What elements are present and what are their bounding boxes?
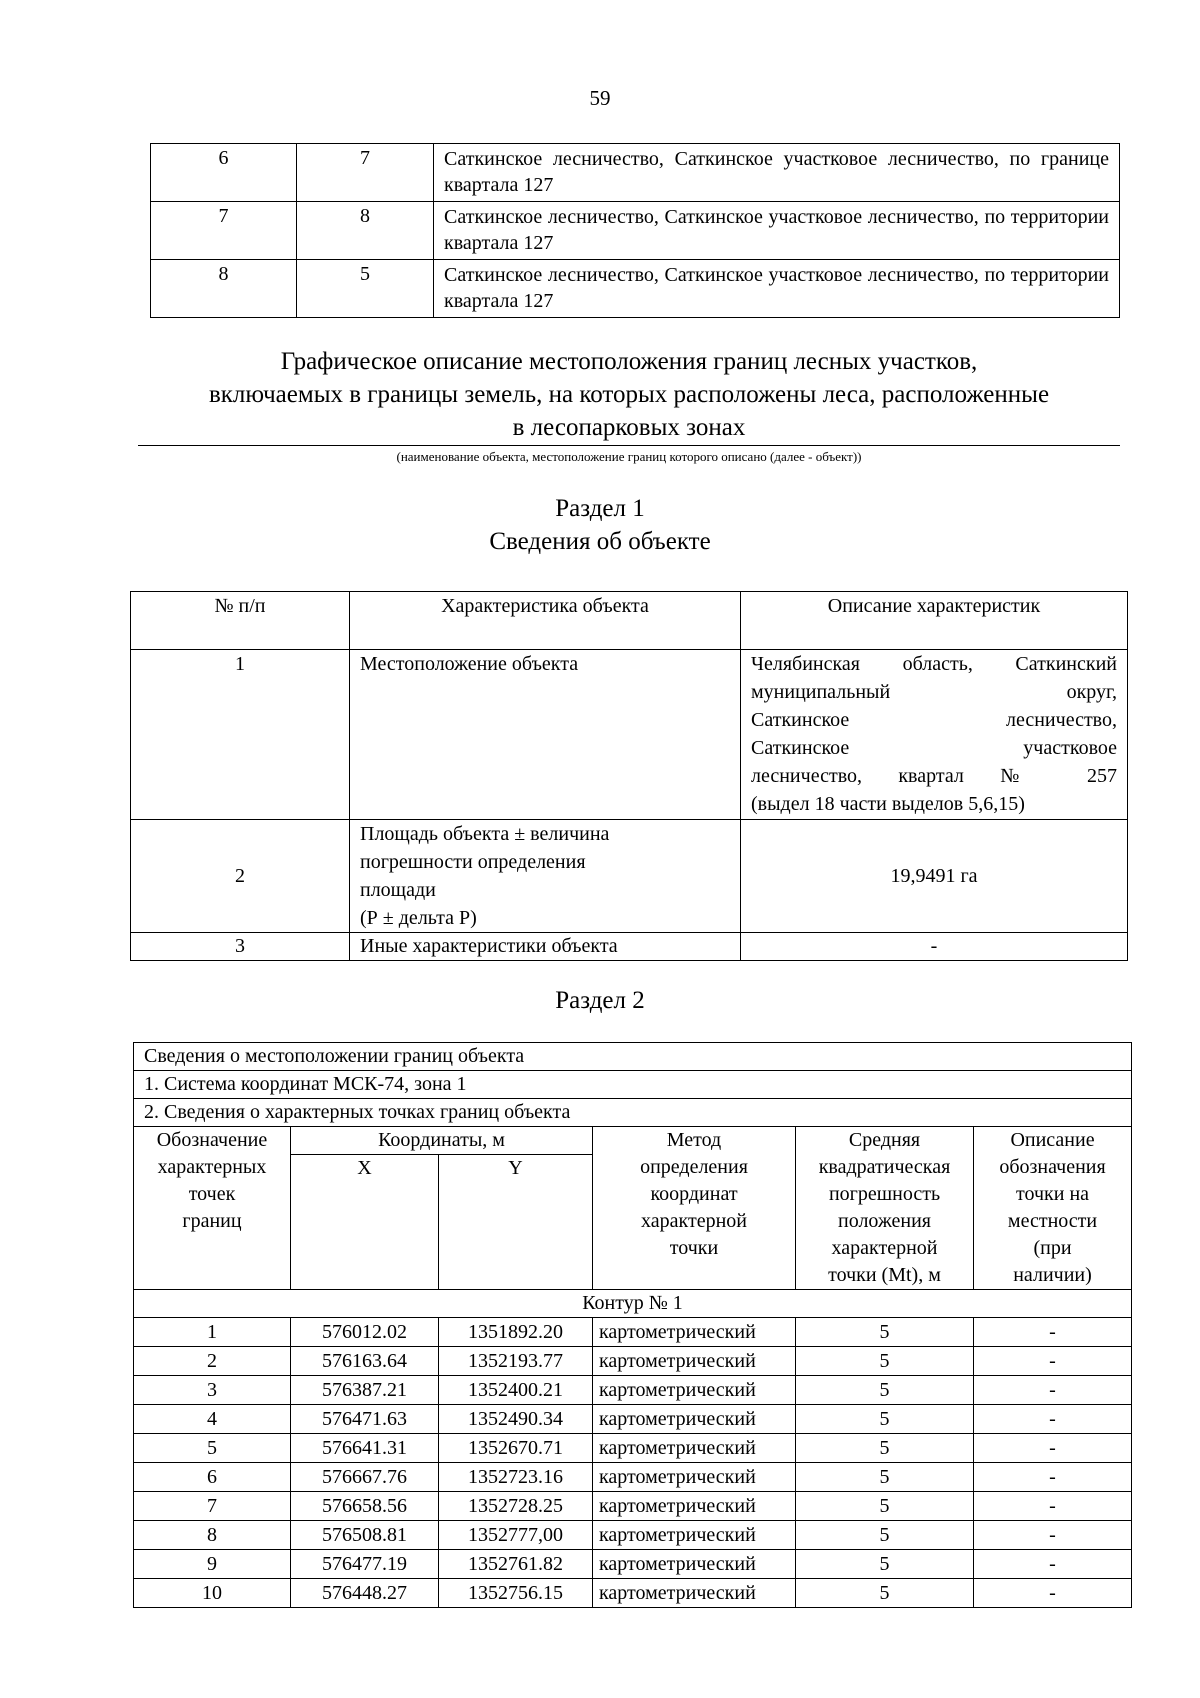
row-characteristic: Площадь объекта ± величина погрешности определения площади (Р ± дельта Р) <box>350 820 741 933</box>
point-y: 1352670.71 <box>439 1434 593 1463</box>
point-from: 7 <box>151 202 297 260</box>
point-to: 8 <box>297 202 434 260</box>
point-x: 576471.63 <box>291 1405 439 1434</box>
point-description: - <box>974 1492 1132 1521</box>
description-line: Саткинское лесничество, <box>751 709 1117 731</box>
header-y: Y <box>439 1155 593 1290</box>
point-method: картометрический <box>593 1550 796 1579</box>
point-from: 6 <box>151 144 297 202</box>
contour-label: Контур № 1 <box>134 1290 1132 1318</box>
title-underline <box>138 445 1120 446</box>
table-row <box>134 1521 1132 1550</box>
point-y: 1351892.20 <box>439 1318 593 1347</box>
table-row <box>134 1071 1132 1099</box>
point-y: 1352761.82 <box>439 1550 593 1579</box>
point-number: 6 <box>134 1463 291 1492</box>
title-line: в лесопарковых зонах <box>512 414 746 441</box>
point-error: 5 <box>796 1492 974 1521</box>
point-method: картометрический <box>593 1347 796 1376</box>
point-y: 1352193.77 <box>439 1347 593 1376</box>
table-row <box>134 1550 1132 1579</box>
point-error: 5 <box>796 1434 974 1463</box>
point-x: 576667.76 <box>291 1463 439 1492</box>
table-header-row <box>134 1127 1132 1155</box>
header-coordinates: Координаты, м <box>291 1127 593 1155</box>
header-characteristic: Характеристика объекта <box>350 592 741 650</box>
table-row <box>134 1463 1132 1492</box>
point-y: 1352723.16 <box>439 1463 593 1492</box>
point-y: 1352490.34 <box>439 1405 593 1434</box>
table-row <box>134 1405 1132 1434</box>
table-header-row <box>131 592 1128 650</box>
table-row <box>131 820 1128 933</box>
row-num: 3 <box>131 933 350 961</box>
point-x: 576641.31 <box>291 1434 439 1463</box>
header-error: Средняя квадратическая погрешность положения характерной точки (Mt), м <box>796 1127 974 1290</box>
point-y: 1352400.21 <box>439 1376 593 1405</box>
point-description: - <box>974 1347 1132 1376</box>
point-description: - <box>974 1521 1132 1550</box>
description-line: Саткинское участковое <box>751 737 1117 759</box>
row-num: 2 <box>131 820 350 933</box>
segment-description: Саткинское лесничество, Саткинское участковое лесничество, по территории квартала 127 <box>434 260 1120 318</box>
description-line: Челябинская область, Саткинский <box>751 653 1117 675</box>
point-x: 576163.64 <box>291 1347 439 1376</box>
header-designation: Обозначение характерных точек границ <box>134 1127 291 1290</box>
segment-description: Саткинское лесничество, Саткинское участковое лесничество, по территории квартала 127 <box>434 202 1120 260</box>
object-info-table <box>130 591 1128 961</box>
point-x: 576658.56 <box>291 1492 439 1521</box>
point-error: 5 <box>796 1521 974 1550</box>
point-number: 5 <box>134 1434 291 1463</box>
table-row <box>134 1376 1132 1405</box>
title-line: включаемых в границы земель, на которых расположены леса, расположенные <box>208 381 1050 408</box>
point-method: картометрический <box>593 1463 796 1492</box>
point-description: - <box>974 1434 1132 1463</box>
info-row: 1. Система координат МСК-74, зона 1 <box>134 1071 1132 1099</box>
point-description: - <box>974 1376 1132 1405</box>
point-number: 10 <box>134 1579 291 1608</box>
point-method: картометрический <box>593 1492 796 1521</box>
header-num: № п/п <box>131 592 350 650</box>
row-description: 19,9491 га <box>741 820 1128 933</box>
point-description: - <box>974 1550 1132 1579</box>
point-number: 3 <box>134 1376 291 1405</box>
point-from: 8 <box>151 260 297 318</box>
section1-subheading: Сведения об объекте <box>489 528 711 555</box>
point-error: 5 <box>796 1579 974 1608</box>
point-to: 5 <box>297 260 434 318</box>
description-line: муниципальный округ, <box>751 681 1117 703</box>
point-y: 1352756.15 <box>439 1579 593 1608</box>
row-num: 1 <box>131 650 350 820</box>
table-row <box>134 1043 1132 1071</box>
table-row <box>134 1347 1132 1376</box>
title-caption: (наименование объекта, местоположение границ которого описано (далее - объект)) <box>396 449 862 464</box>
table-row <box>151 202 1120 260</box>
point-error: 5 <box>796 1318 974 1347</box>
point-x: 576477.19 <box>291 1550 439 1579</box>
table-row <box>134 1318 1132 1347</box>
point-number: 4 <box>134 1405 291 1434</box>
segment-description: Саткинское лесничество, Саткинское участковое лесничество, по границе квартала 127 <box>434 144 1120 202</box>
info-row: 2. Сведения о характерных точках границ объекта <box>134 1099 1132 1127</box>
document-title <box>138 345 1120 444</box>
table-row <box>134 1579 1132 1608</box>
table-row <box>134 1434 1132 1463</box>
description-line: (выдел 18 части выделов 5,6,15) <box>751 793 1025 815</box>
point-description: - <box>974 1579 1132 1608</box>
boundary-description-table <box>150 143 1120 318</box>
table-row <box>131 933 1128 961</box>
point-error: 5 <box>796 1347 974 1376</box>
point-x: 576387.21 <box>291 1376 439 1405</box>
table-row <box>134 1290 1132 1318</box>
row-description: - <box>741 933 1128 961</box>
point-description: - <box>974 1405 1132 1434</box>
point-error: 5 <box>796 1405 974 1434</box>
point-error: 5 <box>796 1376 974 1405</box>
row-characteristic: Иные характеристики объекта <box>350 933 741 961</box>
point-number: 2 <box>134 1347 291 1376</box>
point-description: - <box>974 1318 1132 1347</box>
row-description <box>741 650 1128 820</box>
point-method: картометрический <box>593 1318 796 1347</box>
header-x: X <box>291 1155 439 1290</box>
header-method: Метод определения координат характерной точки <box>593 1127 796 1290</box>
header-description: Описание характеристик <box>741 592 1128 650</box>
page-number: 59 <box>589 86 611 110</box>
point-method: картометрический <box>593 1434 796 1463</box>
point-method: картометрический <box>593 1521 796 1550</box>
point-x: 576012.02 <box>291 1318 439 1347</box>
title-line: Графическое описание местоположения границ лесных участков, <box>280 348 978 375</box>
table-row <box>131 650 1128 820</box>
point-method: картометрический <box>593 1579 796 1608</box>
point-x: 576508.81 <box>291 1521 439 1550</box>
point-description: - <box>974 1463 1132 1492</box>
point-number: 8 <box>134 1521 291 1550</box>
row-characteristic: Местоположение объекта <box>350 650 741 820</box>
point-error: 5 <box>796 1463 974 1492</box>
header-point-description: Описание обозначения точки на местности (при наличии) <box>974 1127 1132 1290</box>
point-y: 1352777,00 <box>439 1521 593 1550</box>
section1-heading: Раздел 1 <box>555 495 645 522</box>
point-method: картометрический <box>593 1376 796 1405</box>
description-line: лесничество, квартал № 257 <box>751 765 1117 787</box>
point-to: 7 <box>297 144 434 202</box>
point-number: 9 <box>134 1550 291 1579</box>
boundary-points-table <box>133 1042 1132 1608</box>
info-row: Сведения о местоположении границ объекта <box>134 1043 1132 1071</box>
table-row <box>134 1492 1132 1521</box>
section2-heading: Раздел 2 <box>555 987 645 1014</box>
table-row <box>151 260 1120 318</box>
table-row <box>151 144 1120 202</box>
table-row <box>134 1099 1132 1127</box>
point-x: 576448.27 <box>291 1579 439 1608</box>
point-error: 5 <box>796 1550 974 1579</box>
point-y: 1352728.25 <box>439 1492 593 1521</box>
point-number: 1 <box>134 1318 291 1347</box>
point-method: картометрический <box>593 1405 796 1434</box>
point-number: 7 <box>134 1492 291 1521</box>
